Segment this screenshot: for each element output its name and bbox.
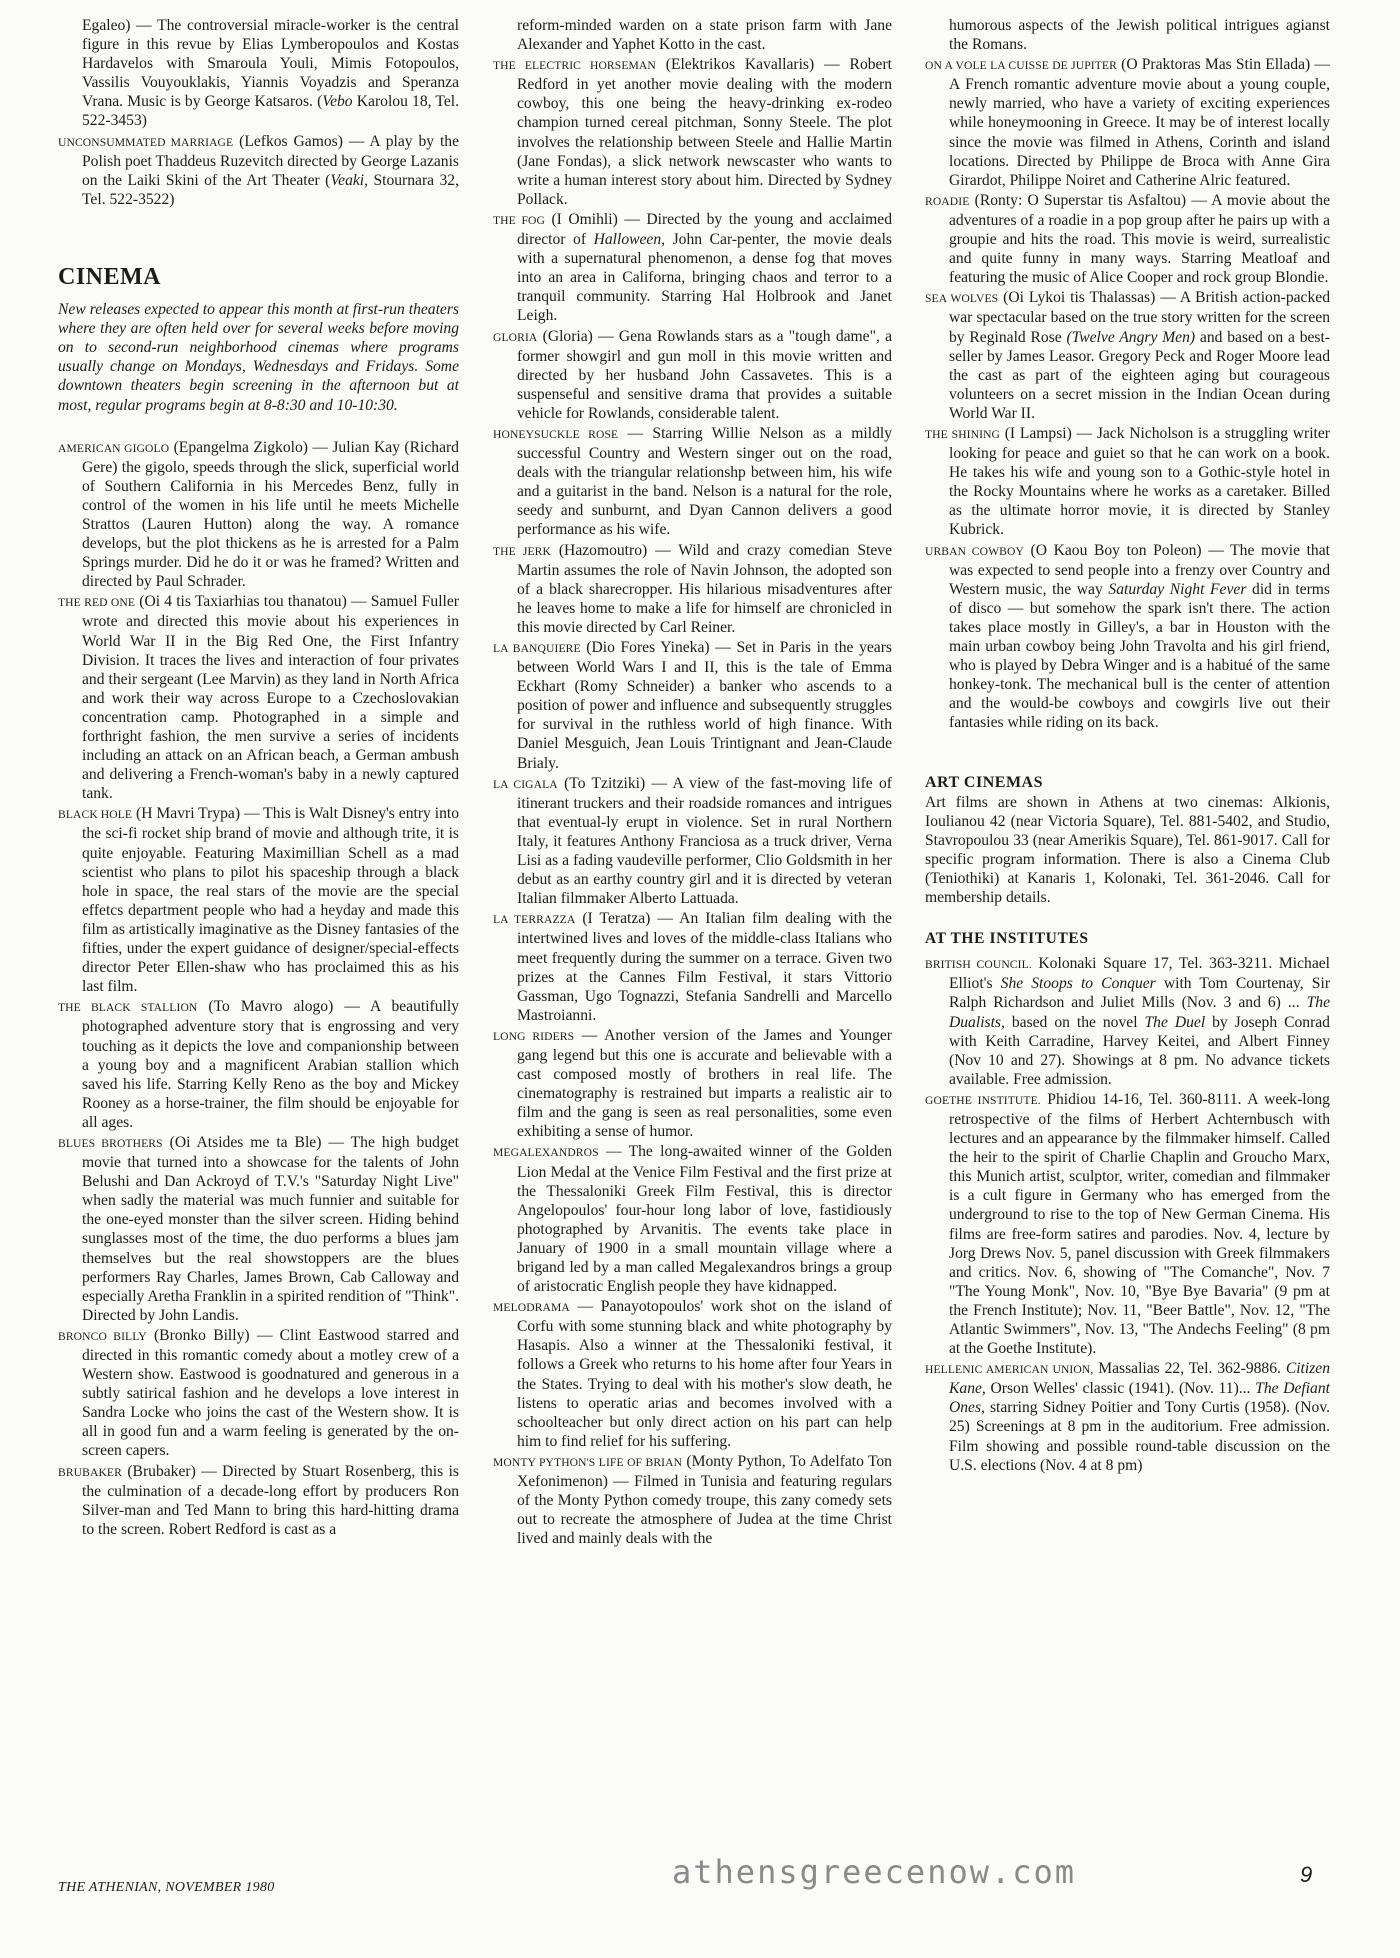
cinema-listings-col2 (493, 55, 892, 1548)
listing-body: (Brubaker) — Directed by Stuart Rosenberg, this is the culmination of a decade-long effort by producers Ron Silver-man and Ted Mann to bring this hard-hitting drama to the screen. Robert Redford is cast as a (82, 1462, 459, 1538)
listing-title: THE SHINING (925, 427, 1001, 441)
institute-text: with Tom Courtenay, Sir Ralph Richardson and Juliet Mills (Nov. 3 and 6) ... (949, 975, 1331, 1012)
listing-bronco-billy (58, 1326, 459, 1461)
listing-title: MONTY PYTHON'S LIFE OF BRIAN (493, 1455, 683, 1469)
carryover-text: Egaleo) — The controversial miracle-worker is the central figure in this revue by Elias Lymberopoulos and Kostas Hardavelos with Smaroula Youli, Mimis Fotopoulos, Vassilis Vouyouklakis, Yiannis Voyadzis and Speranza Vrana. Music is by George Katsaros. (82, 17, 459, 111)
listing-body: (To Tzitziki) — A view of the fast-moving life of itinerant truckers and their roadside romances and intrigues that eventual-ly erupt in violence. Set in rural Northern Italy, it features Anthony Franciosa as a truck driver, Verna Lisi as a fading vaudeville performer, Clio Goldsmith in her debut as an earthy country girl and it is directed by veteran Italian filmmaker Alberto Lattuada. (517, 774, 892, 908)
carryover-paragraph: Egaleo) — The controversial miracle-worker is the central figure in this revue by Elias Lymberopoulos and Kostas Hardavelos with Smaroula Youli, Mimis Fotopoulos, Vassilis Vouyouklakis, Yiannis Voyadzis and Speranza Vrana. Music is by George Katsaros. (Vebo Karolou 18, Tel. 522-3453) (82, 17, 459, 130)
listing-title: UNCONSUMMATED MARRIAGE (58, 135, 234, 149)
cinema-listings-col1 (58, 438, 459, 1539)
listing-body: — Panayotopoulos' work shot on the island of Corfu with some stunning black and white photography by Hasapis. Also a winner at the Thessaloniki festival, it follows a Greek who returns to his home after four Years in the States. Trying to deal with his mother's slow death, he listens to operatic arias and becomes involved with a schoolteacher but only direct action on his part can help him to find relief for his suffering. (517, 1298, 892, 1450)
listing-body: (Lefkos Gamos) — A play by the Polish poet Thaddeus Ruzevitch directed by George Lazanis on the Laiki Skini of the Art Theater ( (82, 132, 459, 189)
listing-title: ROADIE (925, 194, 970, 208)
listing-on-a-vole (925, 55, 1330, 190)
listing-title: BRUBAKER (58, 1465, 122, 1479)
listing-body: (Bronko Billy) — Clint Eastwood starred and directed in this romantic comedy about a motley crew of a Western show. Eastwood is goodnatured and generous in a subtly satirical fashion and he develops a love interest in Sandra Locke who joins the cast of the Western show. It is all in good fun and a warm feeling is generated by the on-screen capers. (82, 1326, 460, 1460)
venue-address: Stournara 32, Tel. 522-3522) (82, 171, 459, 208)
film-reference: The Duel (1144, 1013, 1206, 1031)
carryover-paragraph: reform-minded warden on a state prison farm with Jane Alexander and Yaphet Kotto in the cast. (517, 17, 892, 54)
section-heading-art-cinemas: ART CINEMAS (925, 774, 1043, 792)
listing-title: THE BLACK STALLION (58, 1001, 198, 1015)
section-heading-cinema: CINEMA (58, 263, 161, 290)
listing-title: ON A VOLE LA CUISSE DE JUPITER (925, 59, 1117, 73)
listing-the-jerk (493, 541, 892, 637)
listing-body: (O Kaou Boy ton Poleon) — The movie that was expected to send people into a frenzy over Country and Western music, the way (949, 541, 1330, 598)
institute-goethe (925, 1090, 1330, 1358)
listing-unconsummated-marriage (58, 132, 459, 209)
institute-text: Phidiou 14-16, Tel. 360-8111. A week-long retrospective of the films of Herbert Achternbusch with lectures and an appearance by the filmmaker himself. Called the heir to the spirit of Charlie Chaplin and Groucho Marx, this Munich artist, sculptor, writer, comedian and filmmaker is a cult figure in Germany who has emerged from the underground to rise to the top of New German Cinema. His films are free-form satires and parodies. Nov. 4, lecture by Jorg Drews Nov. 5, panel discussion with Greek filmmakers and critics. Nov. 6, showing of "The Comanche", Nov. 7 "The Young Monk", Nov. 10, "Bye Bye Bavaria" (9 pm at the French Institute); Nov. 11, "Beer Battle", Nov. 12, "The Atlantic Swimmers", Nov. 13, "The Andechs Feeling" (8 pm at the Goethe Institute). (949, 1090, 1330, 1358)
column-3 (925, 16, 1330, 1476)
institute-title: HELLENIC AMERICAN UNION, (925, 1363, 1094, 1377)
film-reference: The Defiant Ones, (949, 1380, 1330, 1417)
listing-honeysuckle-rose (493, 424, 892, 540)
listing-title: LA BANQUIERE (493, 642, 581, 655)
footer-publication: THE ATHENIAN, NOVEMBER 1980 (58, 1880, 275, 1895)
footer-watermark: athensgreecenow.com (672, 1853, 1077, 1891)
listing-body: (Ronty: O Superstar tis Asfaltou) — A movie about the adventures of a roadie in a pop group after he pairs up with a groupie and hits the road. This movie is weird, surrealistic and quite funny in many ways. Starring Meatloaf and featuring the music of Alice Cooper and rock group Blondie. (949, 191, 1331, 287)
institute-title: GOETHE INSTITUTE. (925, 1093, 1041, 1107)
institute-british-council (925, 954, 1330, 1089)
art-cinemas-text: Art films are shown in Athens at two cinemas: Alkionis, Ioulianou 42 (near Victoria Square), Tel. 881-5402, and Studio, Stavropoulou 33 (near Amerikis Square), Tel. 861-9017. Call for specific program information. There is also a Cinema Club (Teniothiki) at Kanaris 1, Kolonaki, Tel. 361-2046. Call for membership details. (925, 793, 1330, 907)
listing-body: did in terms of disco — but somehow the spark isn't there. The action takes place mostly in Gilley's, a bar in Houston with the main urban cowboy being John Travolta and his girl friend, who is played by Debra Winger and is a habitué of the same honkey-tonk. The mechanical bull is the center of attention and the would-be cowboys and cowgirls live out their fantasies while riding on its back. (949, 580, 1330, 732)
listing-title: THE ELECTRIC HORSEMAN (493, 59, 656, 73)
section-heading-institutes: AT THE INSTITUTES (925, 930, 1089, 948)
institute-text: by Joseph Conrad with Keith Carradine, Harvey Keitei, and Albert Finney (Nov 10 and 27). Showings at 8 pm. No advance tickets available. Free admission. (949, 1013, 1330, 1088)
listing-title: THE JERK (493, 544, 551, 558)
listing-the-fog (493, 210, 892, 326)
listing-title: MEGALEXANDROS (493, 1146, 599, 1160)
cinema-listings-col3 (925, 55, 1330, 732)
listing-body: (Oi 4 tis Taxiarhias tou thanatou) — Samuel Fuller wrote and directed this movie about his experiences in World War II in the Big Red One, the First Infantry Division. It traces the lives and interaction of four privates and their sergeant (Lee Marvin) as they land in North Africa and work their way across Europe to a Czechoslovakian concentration camp. Photographed in a simple and forthright fashion, the men survive a series of incidents including an attack on an African beach, a German ambush and delivering a French-woman's baby in a newly captured tank. (82, 593, 459, 803)
institute-text: Kolonaki Square 17, Tel. 363-3211. Michael Elliot's (949, 955, 1330, 993)
listing-body: — Starring Willie Nelson as a mildly successful Country and Western singer out on the road, deals with the triangular relationshp between him, his wife and a guitarist in the band. Nelson is a natural for the role, seedy and sunburnt, and Dyan Cannon delivers a good performance as his wife. (517, 424, 893, 539)
venue-address: Karolou 18, Tel. 522-3453) (82, 93, 459, 130)
listing-body: (Oi Lykoi tis Thalassas) — A British action-packed war spectacular based on the true story written for the screen by Reginald Rose (949, 289, 1330, 346)
listing-roadie (925, 191, 1330, 287)
listing-body: John Car-penter, the movie deals with a supernatural phenomenon, a dense fog that moves into an area in Californa, bringing chaos and terror to a tranquil community. Starring Hal Holbrook and Janet Leigh. (517, 231, 892, 325)
institute-text: Massalias 22, Tel. 362-9886. (1098, 1360, 1286, 1378)
listing-body: (Gloria) — Gena Rowlands stars as a "tough dame", a former showgirl and gun moll in this movie written and directed by her husband John Cassavetes. This is a suspenseful and sensitive drama that provides a suitable vehicle for Rowlands, considerable talent. (517, 327, 892, 422)
listing-melodrama (493, 1297, 892, 1451)
listing-title: SEA WOLVES (925, 292, 999, 306)
film-reference: The Dualists, (949, 994, 1330, 1031)
institute-text: Orson Welles' classic (1941). (Nov. 11)... (985, 1380, 1256, 1398)
film-reference: Halloween, (593, 231, 666, 249)
listing-title: AMERICAN GIGOLO (58, 441, 170, 455)
film-reference: Saturday Night Fever (1108, 580, 1247, 598)
listing-la-banquiere (493, 638, 892, 773)
page-number: 9 (1300, 1862, 1313, 1887)
listing-body: — Another version of the James and Younger gang legend but this one is accurate and believable with a cast composed mostly of brothers in real life. The cinematography is restrained but imparts a realistic air to film and the gang is seen as real personalities, some even exhibiting a sense of humor. (517, 1026, 892, 1141)
listing-body: (Dio Fores Yineka) — Set in Paris in the years between World Wars I and II, this is the tale of Emma Eckhart (Romy Schneider) a banker who ascends to a position of power and influence and subsequently struggles for survival in the ruthless world of high finance. With Daniel Mesguich, Jean Louis Trintignant and Jean-Claude Brialy. (517, 639, 892, 772)
listing-body: (Oi Atsides me ta Ble) — The high budget movie that turned into a showcase for the talents of John Belushi and Dan Ackroyd of T.V.'s "Saturday Night Live" when sadly the material was much funnier and suitable for the one-eyed monster than the silver screen. Hiding behind sunglasses most of the time, the duo performs a blues jam themselves but the real showstoppers are the blues performers Ray Charles, James Brown, Cab Calloway and especially Aretha Franklin in a spirited rendition of "Think". Directed by John Landis. (82, 1133, 459, 1324)
listing-title: BRONCO BILLY (58, 1329, 147, 1343)
film-reference: Citizen Kane, (949, 1360, 1331, 1398)
listing-body: — The long-awaited winner of the Golden Lion Medal at the Venice Film Festival and the first prize at the Thessaloniki Greek Film Festival, this is director Angelopoulos' four-hour long labor of love, fastidiously photographed by Arvanitis. The events take place in January of 1900 in a small mountain village where a brigand led by a man called Megalexandros brings a group of aristocratic English people they have kidnapped. (517, 1143, 892, 1296)
institute-text: based on the novel (1004, 1013, 1145, 1031)
listing-brubaker (58, 1462, 459, 1539)
listing-body: and based on a best-seller by James Leasor. Gregory Peck and Roger Moore lead the cast as part of the eighteen aging but courageous volunteers on a secret mission in the Indian Ocean during World War II. (949, 328, 1331, 422)
institute-text: starring Sidney Poitier and Tony Curtis (1958). (Nov. 25) Screenings at 8 pm in the auditorium. Free admission. Film showing and possible round-table discussion on the U.S. elections (Nov. 4 at 8 pm) (949, 1399, 1330, 1474)
listing-body: (I Omihli) — Directed by the young and acclaimed director of (517, 210, 892, 249)
listing-monty-python (493, 1452, 892, 1548)
listing-title: HONEYSUCKLE ROSE (493, 427, 619, 441)
listing-black-hole (58, 804, 459, 996)
listing-long-riders (493, 1026, 892, 1142)
listing-megalexandros (493, 1142, 892, 1296)
listing-title: THE FOG (493, 213, 545, 227)
listing-body: (O Praktoras Mas Stin Ellada) — A French romantic adventure movie about a young couple, newly married, who have a variety of exciting experiences while honeymooning in Greece. It may be of interest locally since the movie was filmed in Athens, Corinth and island locations. Directed by Philippe de Broca with Anne Gira Girardot, Philippe Noiret and Catherine Alric featured. (949, 56, 1330, 189)
listing-sea-wolves (925, 288, 1330, 423)
listing-gloria (493, 327, 892, 423)
listing-body: (To Mavro alogo) — A beautifully photographed adventure story that is engrossing and very touching as it depicts the love and companionship between a young boy and a magnificent Arabian stallion which saved his life. Starring Kelly Reno as the boy and Mickey Rooney as a horse-trainer, the film should be enjoyable for all ages. (82, 998, 460, 1131)
venue-name: Vebo (322, 93, 353, 111)
listing-body: (H Mavri Trypa) — This is Walt Disney's entry into the sci-fi rocket ship brand of movie and although trite, it is quite enjoyable. Featuring Maximillian Schell as a mad scientist who plans to pilot his spaceship through a black hole in space, the real stars of the movie are the special effetcs department people who had a heyday and made this film as artistically imaginative as the Disney fantasies of the fifties, under the expert guidance of designer/special-effects director Peter Ellen-shaw who has proclaimed this as his last film. (82, 805, 459, 996)
listing-american-gigolo (58, 438, 459, 592)
listing-body: (Monty Python, To Adelfato Ton Xefonimenon) — Filmed in Tunisia and featuring regulars of the Monty Python comedy troupe, this zany comedy sets out to recreate the atmosphere of Judea at the time Christ lived and mainly deals with the (517, 1452, 892, 1548)
listing-title: MELODRAMA (493, 1301, 570, 1315)
column-1 (58, 16, 459, 1540)
listing-urban-cowboy (925, 541, 1330, 733)
listing-blues-brothers (58, 1133, 459, 1325)
listing-body: (I Teratza) — An Italian film dealing with the intertwined lives and loves of the middle-class Italians who meet frequently during the summer on a terrace. Given two prizes at the Cannes Film Festival, it stars Vittorio Gassman, Ugo Tognazzi, Stefania Sandrelli and Marcello Mastroianni. (517, 910, 892, 1024)
institutes-list (925, 954, 1330, 1475)
listing-title: BLUES BROTHERS (58, 1136, 163, 1150)
institute-hellenic-american-union (925, 1359, 1330, 1475)
listing-title: BLACK HOLE (58, 808, 133, 822)
listing-the-black-stallion (58, 997, 459, 1132)
listing-body: (Hazomoutro) — Wild and crazy comedian Steve Martin assumes the role of Navin Johnson, the adopted son of a black sharecropper. His hilarious misadventures after he leaves home to make a life for himself are chronicled in this movie directed by Carl Reiner. (517, 541, 893, 636)
listing-body: (Elektrikos Kavallaris) — Robert Redford in yet another movie dealing with the modern cowboy, this one being the heavy-drinking ex-rodeo champion turned cereal pitchman, Sonny Steele. The plot involves the relationship between Steele and Hallie Martin (Jane Fondas), a slick network newscaster who wants to write a human interest story about him. Directed by Sydney Pollack. (517, 56, 892, 208)
listing-title: URBAN COWBOY (925, 544, 1024, 558)
cinema-intro: New releases expected to appear this month at first-run theaters where they are often held over for several weeks before moving on to second-run neighborhood cinemas where programs usually change on Mondays, Wednesdays and Fridays. Some downtown theaters begin screening in the afternoon but at most, regular programs begin at 8-8:30 and 10-10:30. (58, 301, 459, 414)
listing-title: THE RED ONE (58, 596, 136, 610)
listing-body: (Epangelma Zigkolo) — Julian Kay (Richard Gere) the gigolo, speeds through the slick, superficial world of Southern California in his Mercedes Benz, fully in control of the women in his life until he meets Michelle Strattos (Lauren Hutton) along the way. A romance develops, but the plot thickens as he is arrested for a Palm Springs murder. Did he do it or was he framed? Written and directed by Paul Schrader. (82, 438, 459, 591)
listing-la-terrazza (493, 909, 892, 1025)
listing-the-red-one (58, 592, 459, 803)
listing-title: LA CIGALA (493, 777, 558, 791)
listing-title: LONG RIDERS (493, 1029, 575, 1043)
venue-name: Veaki, (330, 171, 369, 189)
film-reference: (Twelve Angry Men) (1066, 328, 1196, 346)
listing-body: (I Lampsi) — Jack Nicholson is a struggling writer looking for peace and guiet so that he can work on a book. He takes his wife and young son to a Gothic-style hotel in the Rocky Mountains where he works as a caretaker. Billed as the ultimate horror movie, it is directed by Stanley Kubrick. (949, 424, 1330, 539)
listing-the-electric-horseman (493, 55, 892, 209)
institute-title: BRITISH COUNCIL. (925, 958, 1032, 972)
listing-la-cigala (493, 774, 892, 909)
film-reference: She Stoops to Conquer (1000, 975, 1156, 993)
listing-the-shining (925, 424, 1330, 540)
column-2 (493, 16, 892, 1549)
carryover-paragraph: humorous aspects of the Jewish political intrigues agianst the Romans. (949, 17, 1330, 54)
listing-title: LA TERRAZZA (493, 913, 576, 927)
listing-title: GLORIA (493, 330, 538, 344)
